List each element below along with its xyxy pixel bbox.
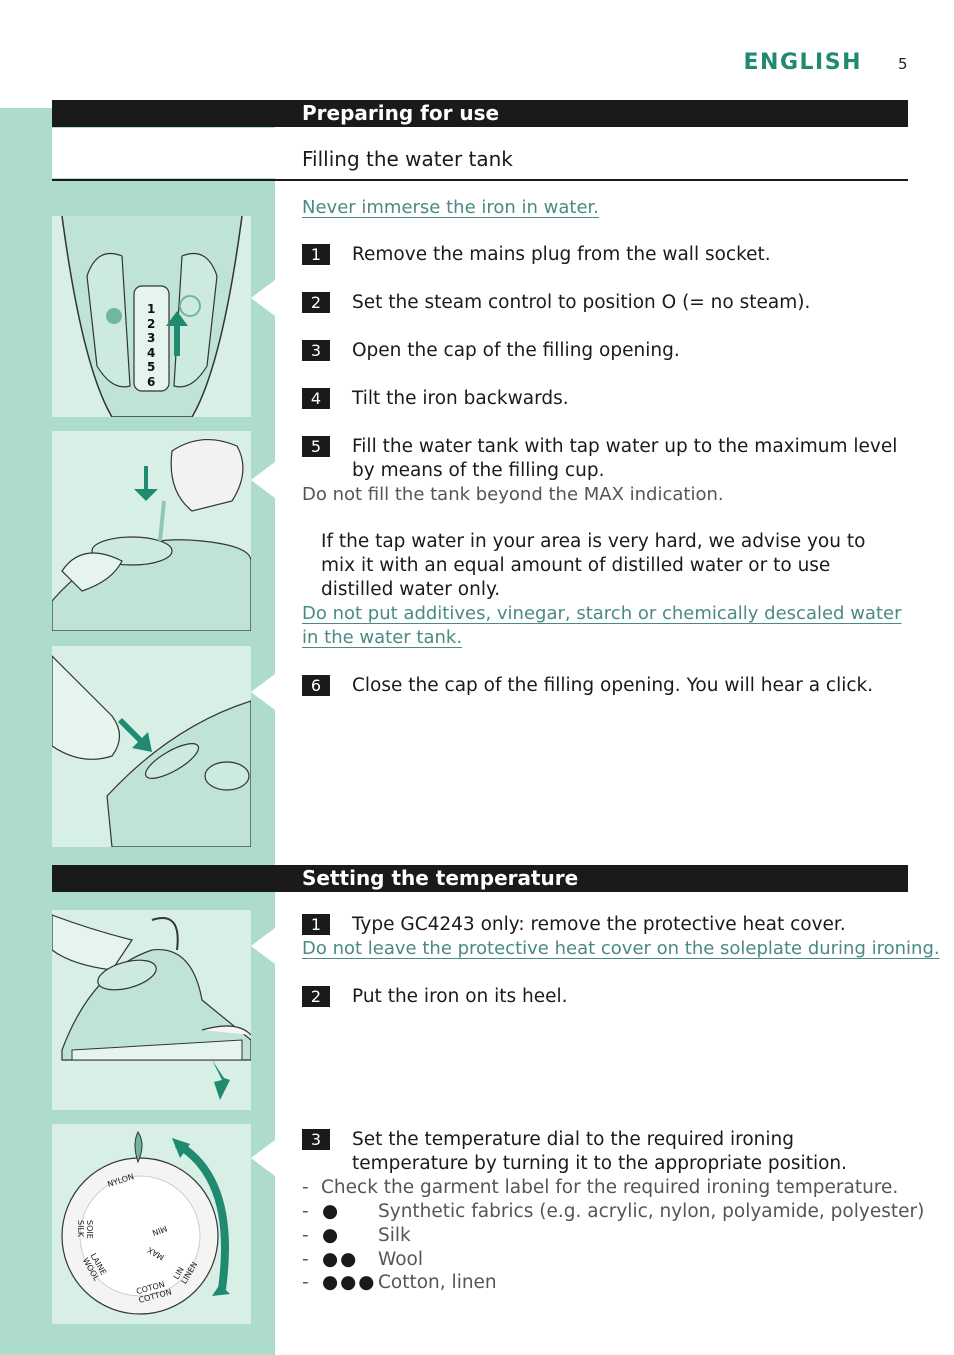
dial-label-wool: LAINE WOOL (80, 1251, 109, 1283)
step-text: Open the cap of the filling opening. (352, 340, 680, 361)
pointer-notch (251, 1140, 275, 1176)
step-number: 1 (302, 244, 330, 265)
step-number: 1 (302, 914, 330, 935)
section-title-preparing: Preparing for use (302, 101, 500, 125)
scale-mark: 6 (147, 374, 156, 389)
dial-label-min: MIN (150, 1223, 169, 1238)
step-text: Remove the mains plug from the wall socket. (352, 244, 771, 265)
dial-label-nylon: NYLON (106, 1171, 136, 1190)
temp-dots: ● (322, 1201, 341, 1222)
step-number: 5 (302, 436, 330, 457)
close-cap-drawing (52, 646, 251, 847)
step-text: Close the cap of the filling opening. You will hear a click. (352, 675, 874, 696)
illustration-close-cap (52, 646, 251, 847)
scale-mark: 3 (147, 331, 156, 346)
scale-mark: 5 (147, 360, 156, 375)
dial-label-linen: LIN LINEN (171, 1260, 200, 1286)
section-title-temperature: Setting the temperature (302, 866, 579, 890)
list-text: Cotton, linen (378, 1272, 497, 1293)
step-number: 6 (302, 675, 330, 696)
warning-immerse: Never immerse the iron in water. (302, 197, 599, 218)
list-text: Synthetic fabrics (e.g. acrylic, nylon, polyamide, polyester) (378, 1201, 925, 1222)
filling-drawing (52, 431, 251, 631)
pointer-notch (251, 928, 275, 964)
scale-mark: 2 (147, 316, 156, 331)
step-number: 3 (302, 340, 330, 361)
temp-dots: ● (322, 1225, 341, 1246)
illustration-filling (52, 431, 251, 631)
step-text: Put the iron on its heel. (352, 986, 568, 1007)
warning-heat-cover: Do not leave the protective heat cover on the soleplate during ironing. (302, 938, 940, 959)
step-text: Set the temperature dial to the required ironing temperature by turning it to the appropriate position. (352, 1129, 848, 1174)
step-text: Fill the water tank with tap water up to the maximum level by means of the filling cup. (352, 436, 898, 481)
illustration-steam-control (52, 216, 251, 417)
list-text: Check the garment label for the required ironing temperature. (321, 1177, 899, 1198)
dial-label-cotton: COTON COTTON (135, 1279, 173, 1305)
note-max: Do not fill the tank beyond the MAX indication. (302, 484, 724, 505)
warning-additives: Do not put additives, vinegar, starch or chemically descaled water in the water tank. (302, 603, 902, 648)
step-number: 4 (302, 388, 330, 409)
heat-cover-drawing (52, 910, 251, 1110)
pointer-notch (251, 280, 275, 316)
step-number: 2 (302, 986, 330, 1007)
page-number: 5 (898, 55, 908, 73)
step-number: 2 (302, 292, 330, 313)
tip-hard-water: If the tap water in your area is very hard, we advise you to mix it with an equal amount of distilled water or to use distilled water only. (321, 531, 866, 600)
illustration-heat-cover (52, 910, 251, 1110)
subheading-filling: Filling the water tank (302, 147, 513, 171)
step-text: Tilt the iron backwards. (352, 388, 569, 409)
scale-mark: 1 (147, 302, 156, 316)
subhead-gap (52, 128, 275, 178)
list-text: Wool (378, 1249, 423, 1270)
step-number: 3 (302, 1129, 330, 1150)
dial-label-silk: SOIE SILK (76, 1220, 94, 1239)
steam-scale (147, 302, 155, 390)
temp-dots: ●●● (322, 1272, 377, 1293)
subheading-rule (52, 179, 908, 181)
dial-label-max: MAX (145, 1245, 166, 1262)
step-text: Set the steam control to position O (= no steam). (352, 292, 811, 313)
scale-mark: 4 (147, 345, 156, 360)
step-text: Type GC4243 only: remove the protective heat cover. (352, 914, 846, 935)
pointer-notch (251, 462, 275, 498)
temp-dots: ●● (322, 1249, 359, 1270)
language-header: ENGLISH (743, 50, 862, 75)
illustration-temperature-dial (52, 1124, 251, 1324)
pointer-notch (251, 674, 275, 710)
list-text: Silk (378, 1225, 411, 1246)
